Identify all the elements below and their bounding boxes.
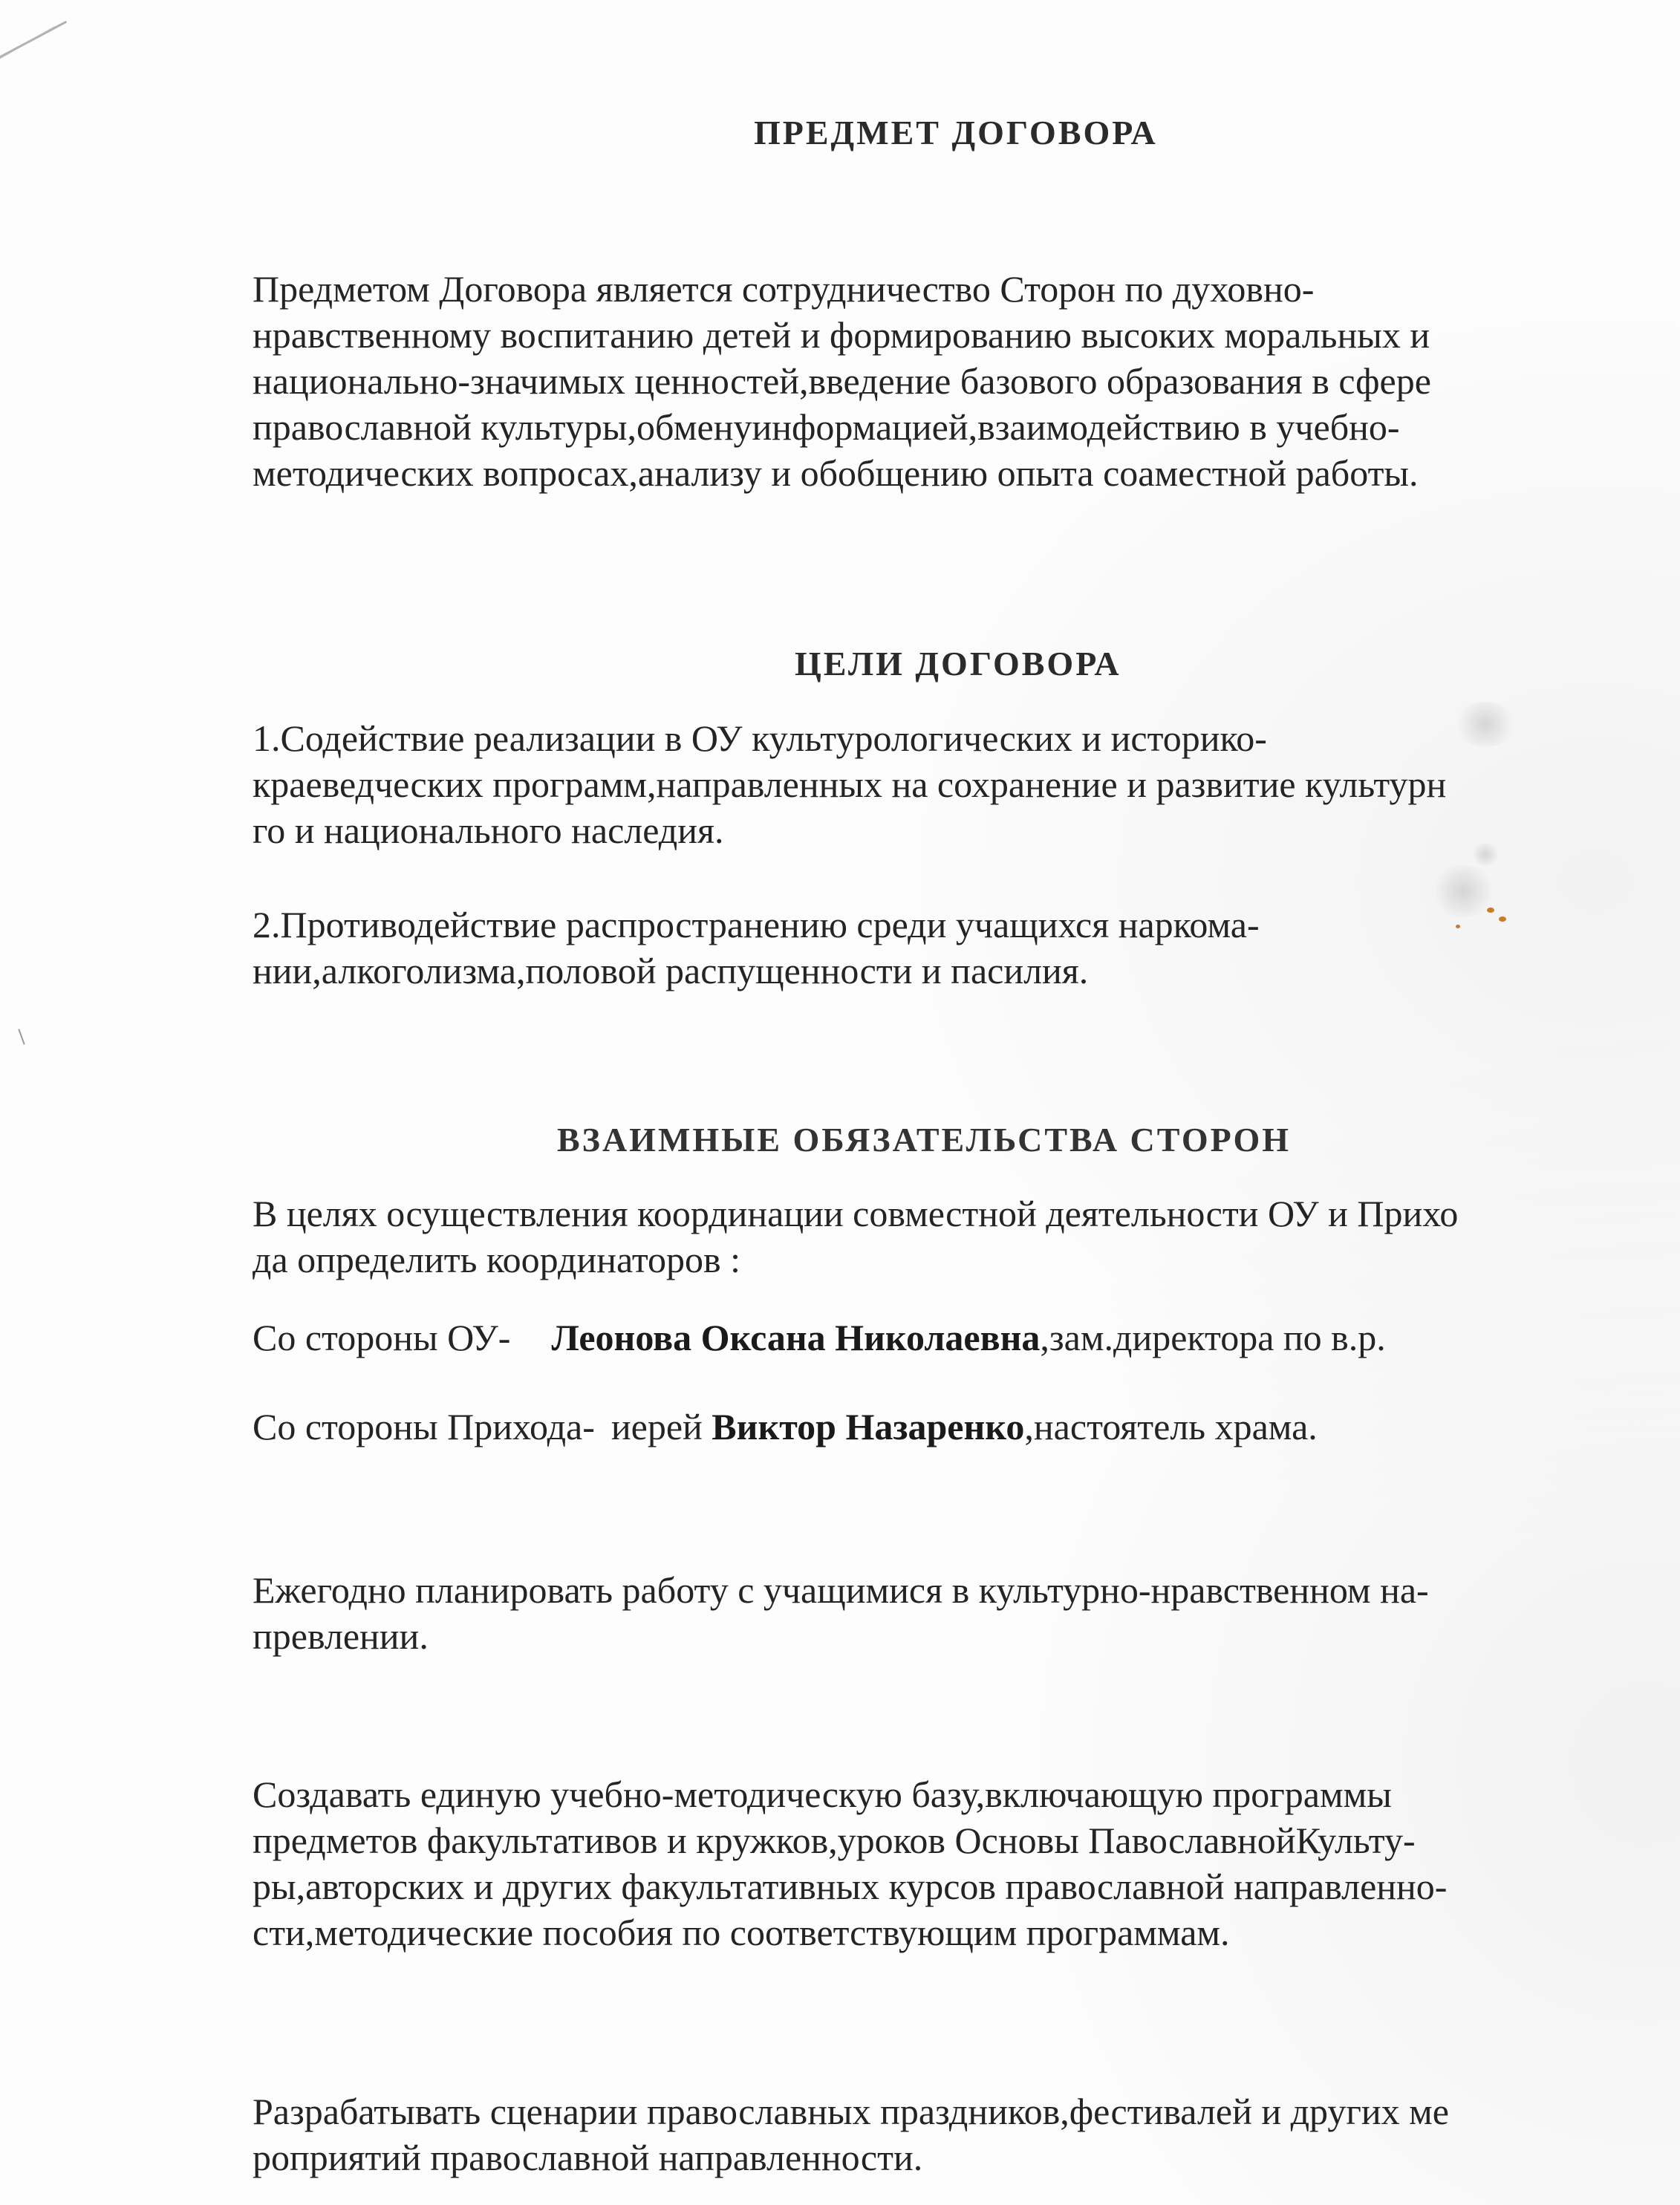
section-title-subject: ПРЕДМЕТ ДОГОВОРА: [754, 114, 1158, 152]
section-title-goals: ЦЕЛИ ДОГОВОРА: [795, 645, 1121, 683]
paragraph-line: да определить координаторов :: [253, 1239, 741, 1280]
subject-paragraph: [253, 266, 1431, 496]
coordinator-label: Со стороны Прихода-: [253, 1406, 595, 1447]
paragraph-line: православной культуры,обменуинформацией,взаимодействию в учебно-: [253, 406, 1400, 448]
paragraph-line: нравственному воспитанию детей и формированию высоких моральных и: [253, 314, 1430, 356]
ink-speck: [1487, 908, 1494, 913]
ink-speck: [1499, 916, 1506, 922]
paragraph-line: Создавать единую учебно-методическую базу,включающую программы: [253, 1774, 1392, 1815]
coordinator-name: Леонова Оксана Николаевна: [551, 1317, 1041, 1358]
paragraph-line: национально-значимых ценностей,введение базового образования в сфере: [253, 360, 1431, 402]
goal-item-1: [253, 715, 1446, 853]
obligations-intro: [253, 1191, 1458, 1283]
paragraph-line: предметов факультативов и кружков,уроков Основы ПавославнойКульту-: [253, 1820, 1416, 1861]
scenarios-paragraph: [253, 2088, 1449, 2180]
paragraph-line: Предметом Договора является сотрудничество Сторон по духовно-: [253, 268, 1315, 310]
paragraph-line: Разрабатывать сценарии православных праздников,фестивалей и других ме: [253, 2091, 1449, 2132]
paper-stain: [1471, 843, 1500, 865]
paragraph-line: нии,алкоголизма,половой распущенности и пасилия.: [253, 950, 1089, 991]
scan-artifact: [18, 1029, 25, 1044]
coordinator-label: Со стороны ОУ-: [253, 1317, 511, 1358]
coordinator-school: [253, 1315, 1386, 1361]
paragraph-line: роприятий православной направленности.: [253, 2137, 923, 2178]
paragraph-line: ры,авторских и других факультативных курсов православной направленно-: [253, 1866, 1448, 1907]
paragraph-line: краеведческих программ,направленных на сохранение и развитие культурн: [253, 763, 1447, 805]
paragraph-line: сти,методические пособия по соответствующим программам.: [253, 1912, 1230, 1953]
planning-paragraph: [253, 1567, 1429, 1659]
coordinator-rank: иерей: [611, 1406, 703, 1447]
paper-stain: [1452, 702, 1519, 746]
section-title-obligations: ВЗАИМНЫЕ ОБЯЗАТЕЛЬСТВА СТОРОН: [557, 1121, 1292, 1159]
coordinator-parish: [253, 1404, 1318, 1450]
coordinator-name: Виктор Назаренко: [712, 1406, 1025, 1447]
paragraph-line: 1.Содействие реализации в ОУ культурологических и историко-: [253, 717, 1267, 759]
coordinator-role: ,зам.директора по в.р.: [1040, 1317, 1386, 1358]
goal-item-2: [253, 902, 1260, 994]
paragraph-line: го и национального наследия.: [253, 810, 724, 851]
paragraph-line: превлении.: [253, 1615, 429, 1657]
paragraph-line: методических вопросах,анализу и обобщению опыта соаместной работы.: [253, 452, 1419, 494]
paragraph-line: 2.Противодействие распространению среди учащихся наркома-: [253, 904, 1260, 945]
coordinator-role: ,настоятель храма.: [1024, 1406, 1318, 1447]
ink-speck: [1456, 925, 1460, 928]
methodical-base-paragraph: [253, 1771, 1447, 1955]
paragraph-line: В целях осуществления координации совместной деятельности ОУ и Прихо: [253, 1193, 1459, 1234]
paragraph-line: Ежегодно планировать работу с учащимися в культурно-нравственном на-: [253, 1569, 1429, 1611]
